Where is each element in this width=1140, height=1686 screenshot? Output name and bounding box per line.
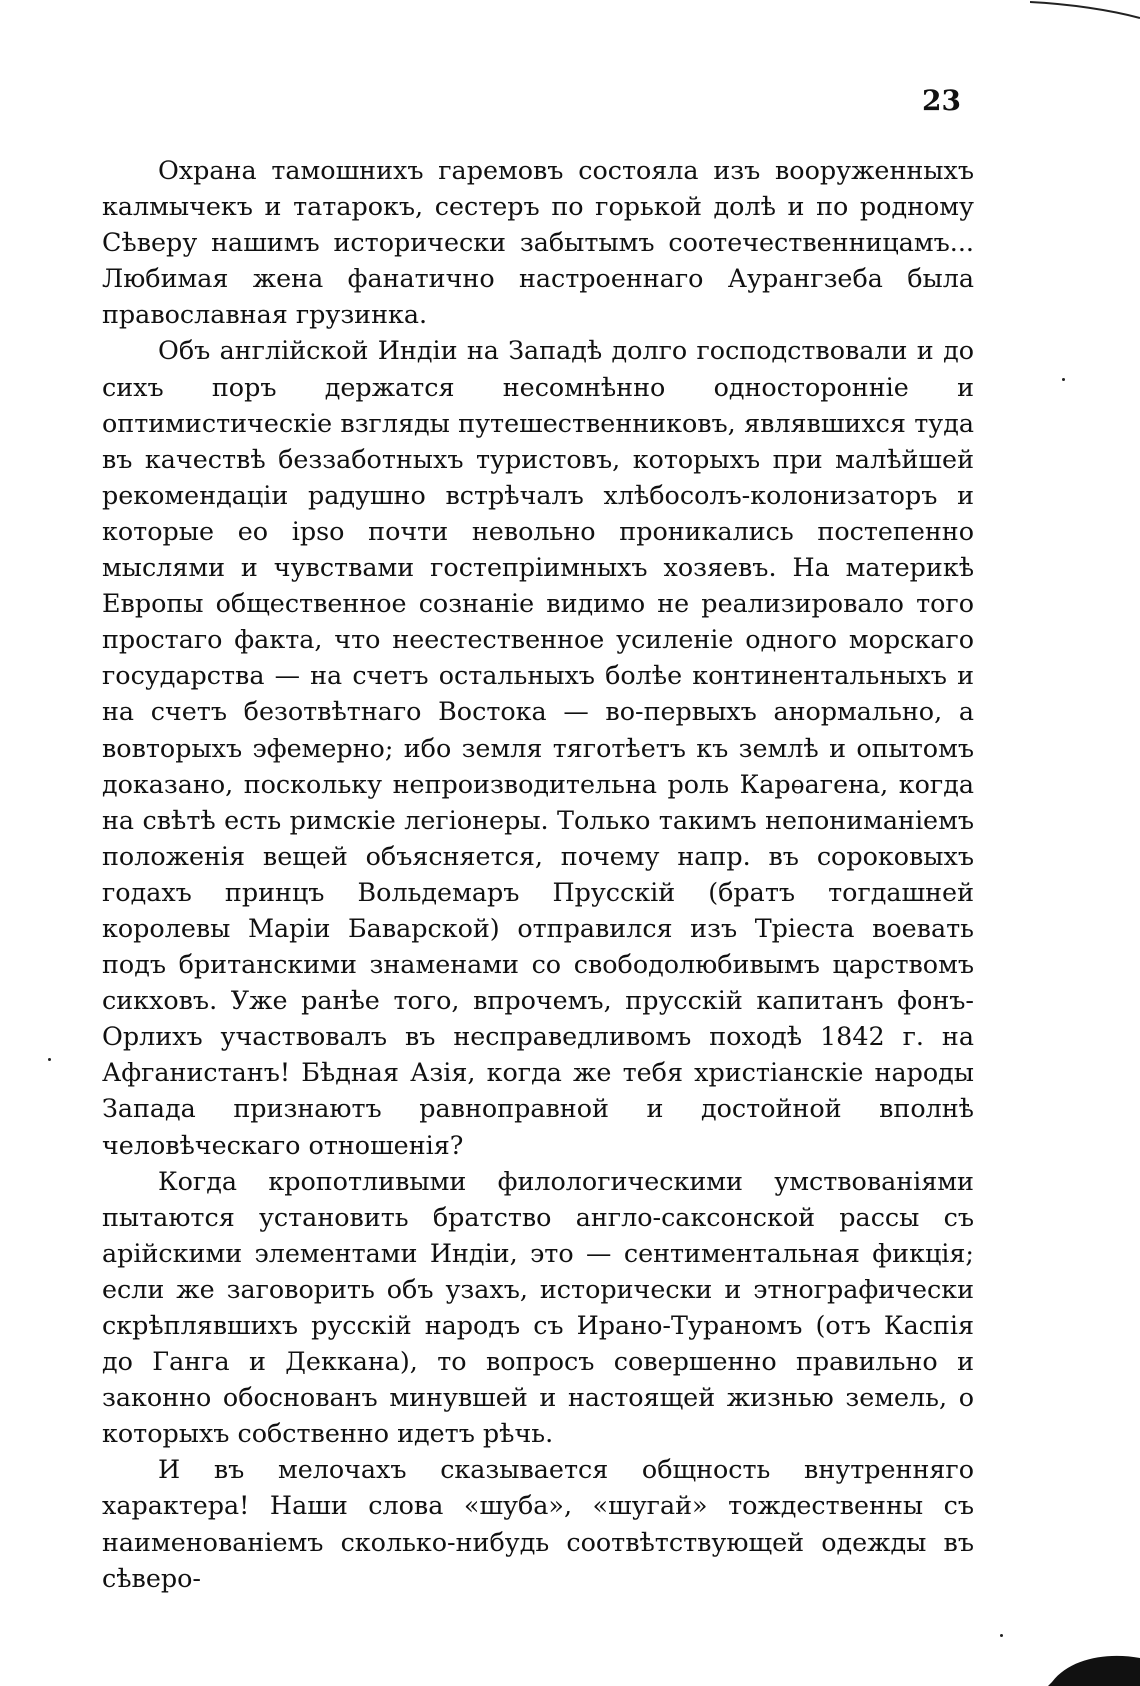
paragraph: Охрана тамошнихъ гаремовъ состояла изъ вооруженныхъ калмычекъ и татарокъ, сестеръ по горькой долѣ и по родному Сѣверу нашимъ исторически забытымъ соотечественницамъ... Любимая жена фанатично настроеннаго Аурангзеба была православная грузинка. — [102, 155, 974, 330]
paragraph: Объ англійской Индіи на Западѣ долго господствовали и до сихъ поръ держатся несомнѣнно односторонніе и оптимистическіе взгляды путешественниковъ, являвшихся туда въ качествѣ беззаботныхъ туристовъ, которыхъ при малѣйшей рекомендаціи радушно встрѣчалъ хлѣбосолъ-колонизаторъ и которые eo ipso почти невольно проникались постепенно мыслями и чувствами гостепріимныхъ хозяевъ. На материкѣ Европы общественное сознаніе видимо не реализировало того простаго факта, что неестественное усиленіе одного морскаго государства — на счетъ остальныхъ болѣе континентальныхъ и на счетъ безотвѣтнаго Востока — во-первыхъ анормально, а вовторыхъ эфемерно; ибо земля тяготѣетъ къ землѣ и опытомъ доказано, поскольку непроизводительна роль Карѳагена, когда на свѣтѣ есть римскіе легіонеры. Только такимъ непониманіемъ положенія вещей объясняется, почему напр. въ сороковыхъ годахъ принцъ Вольдемаръ Прусскій (братъ тогдашней королевы Маріи Баварской) отправился изъ Тріеста воевать подъ британскими знаменами со свободолюбивымъ царствомъ сикховъ. Уже ранѣе того, впрочемъ, прусскій капитанъ фонъ-Орлихъ участвовалъ въ несправедливомъ походѣ 1842 г. на Афганистанъ! Бѣдная Азія, когда же тебя христіанскіе народы Запада признаютъ равноправной и достойной вполнѣ человѣческаго отношенія? — [102, 335, 974, 1160]
paragraph: Когда кропотливыми филологическими умствованіями пытаются установить братство англо-саксонской рассы съ арійскими элементами Индіи, это — сентиментальная фикція; если же заговорить объ узахъ, исторически и этнографически скрѣплявшихъ русскій народъ съ Ирано-Тураномъ (отъ Каспія до Ганга и Деккана), то вопросъ совершенно правильно и законно обоснованъ минувшей и настоящей жизнью земель, о которыхъ собственно идетъ рѣчь. — [102, 1165, 974, 1449]
scan-speck — [1062, 378, 1065, 381]
scan-speck — [48, 1058, 51, 1061]
paragraph: И въ мелочахъ сказывается общность внутренняго характера! Наши слова «шуба», «шугай» тождественны съ наименованіемъ сколько-нибудь соотвѣтствующей одежды въ сѣверо- — [102, 1454, 974, 1593]
page-number: 23 — [922, 84, 961, 117]
ink-blot — [1048, 1648, 1140, 1686]
body-text — [102, 152, 974, 1596]
scan-speck — [1000, 1634, 1003, 1637]
page-edge-mark — [1030, 0, 1140, 22]
